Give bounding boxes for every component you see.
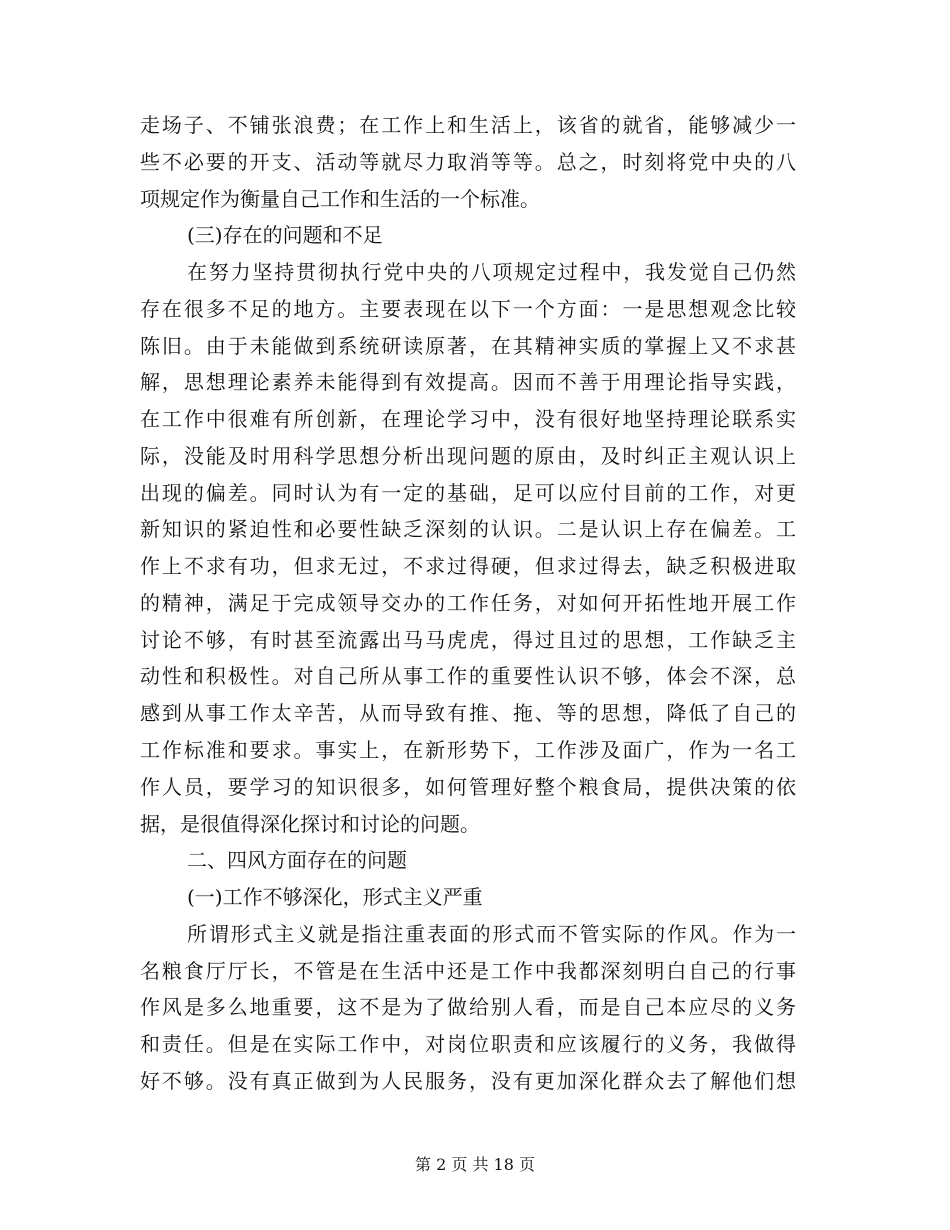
paragraph-continued [140,107,796,217]
text-line: 项规定作为衡量自己工作和生活的一个标准。 [140,186,540,211]
paragraph [140,916,796,1100]
text-line: 新知识的紧迫性和必要性缺乏深刻的认识。二是认识上存在偏差。工 [140,517,796,542]
text-line: 所谓形式主义就是指注重表面的形式而不管实际的作风。作为一 [187,921,796,946]
text-line: 工作标准和要求。事实上，在新形势下，工作涉及面广，作为一名工 [140,738,796,763]
text-line: 的精神，满足于完成领导交办的工作任务，对如何开拓性地开展工作 [140,590,796,615]
text-line: 感到从事工作太辛苦，从而导致有推、拖、等的思想，降低了自己的 [140,701,796,726]
page-number-footer: 第 2 页 共 18 页 [415,1155,535,1174]
text-line: 出现的偏差。同时认为有一定的基础，足可以应付目前的工作，对更 [140,480,796,505]
text-line: 走场子、不铺张浪费；在工作上和生活上，该省的就省，能够减少一 [140,113,796,137]
text-line: 际，没能及时用科学思想分析出现问题的原由，及时纠正主观认识上 [140,443,796,468]
section-heading-four-styles [140,842,796,879]
text-line: 些不必要的开支、活动等就尽力取消等等。总之，时刻将党中央的八 [140,149,796,174]
text-line: 在工作中很难有所创新，在理论学习中，没有很好地坚持理论联系实 [140,407,796,432]
text-line: 好不够。没有真正做到为人民服务，没有更加深化群众去了解他们想 [140,1068,796,1093]
heading-text: 二、四风方面存在的问题 [187,848,407,873]
text-line: 名粮食厅厅长，不管是在生活中还是工作中我都深刻明白自己的行事 [140,958,796,983]
heading-text: (一)工作不够深化，形式主义严重 [187,885,483,910]
text-line: 讨论不够，有时甚至流露出马马虎虎，得过且过的思想，工作缺乏主 [140,627,796,652]
text-line: 据，是很值得深化探讨和讨论的问题。 [140,811,480,836]
subsection-heading-formalism [140,879,796,916]
paragraph [140,254,796,842]
text-line: 陈旧。由于未能做到系统研读原著，在其精神实质的掌握上又不求甚 [140,333,796,358]
text-line: 作风是多么地重要，这不是为了做给别人看，而是自己本应尽的义务 [140,995,796,1020]
text-line: 动性和积极性。对自己所从事工作的重要性认识不够，体会不深，总 [140,664,796,689]
text-line: 作人员，要学习的知识很多，如何管理好整个粮食局，提供决策的依 [140,774,796,799]
section-heading-problems [140,217,796,254]
heading-text: (三)存在的问题和不足 [187,223,383,248]
text-line: 和责任。但是在实际工作中，对岗位职责和应该履行的义务，我做得 [140,1032,796,1057]
text-line: 在努力坚持贯彻执行党中央的八项规定过程中，我发觉自己仍然 [187,260,796,285]
document-body [140,107,796,1100]
text-line: 存在很多不足的地方。主要表现在以下一个方面：一是思想观念比较 [140,296,796,321]
text-line: 作上不求有功，但求无过，不求过得硬，但求过得去，缺乏积极进取 [140,554,796,579]
text-line: 解，思想理论素养未能得到有效提高。因而不善于用理论指导实践， [140,370,796,395]
